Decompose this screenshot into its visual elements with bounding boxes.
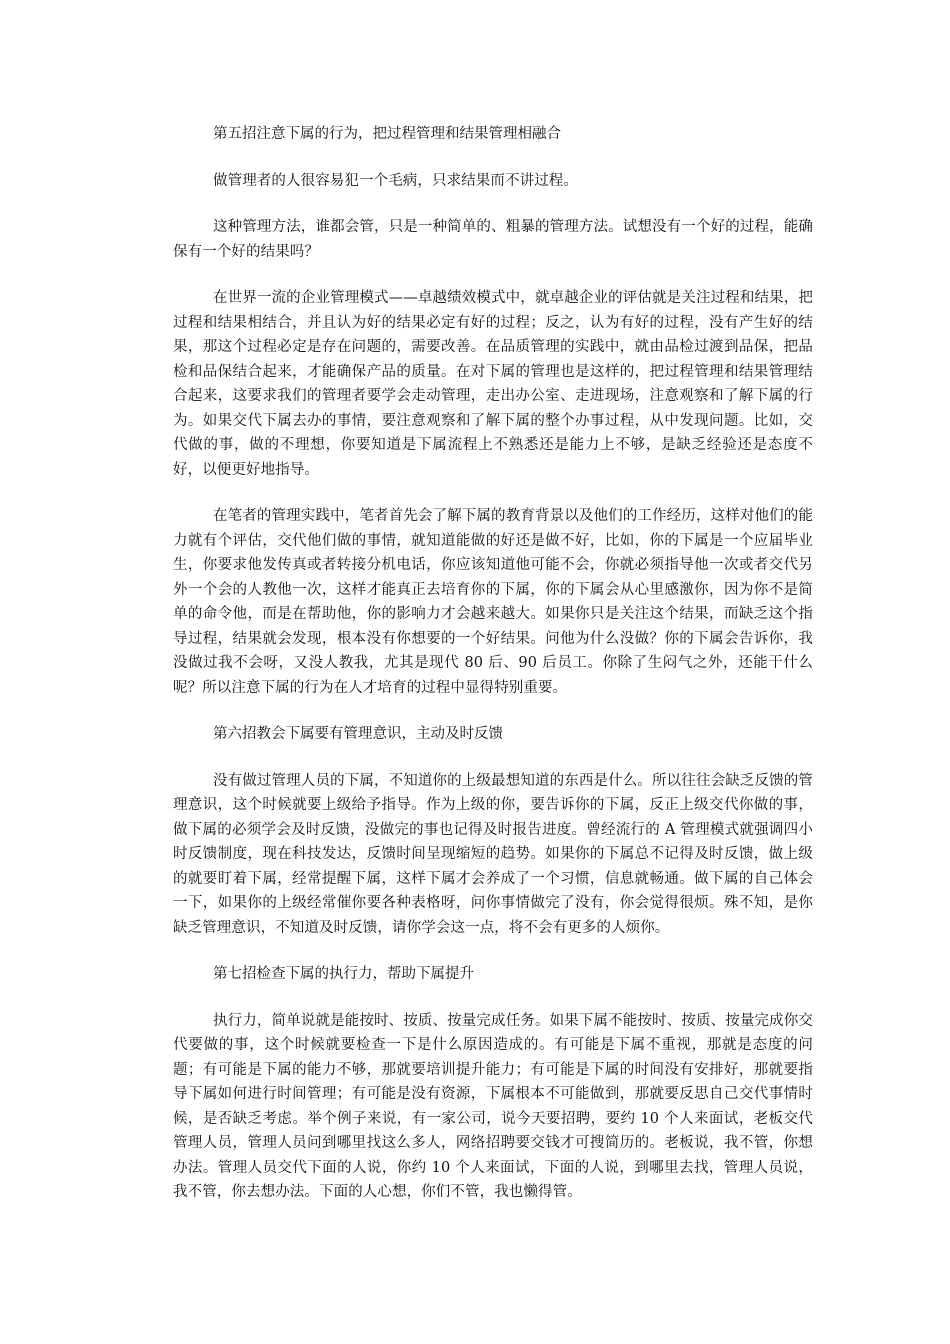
paragraph: 这种管理方法，谁都会管，只是一种简单的、粗暴的管理方法。试想没有一个好的过程，能确保有一个好的结果吗？ (173, 219, 813, 260)
section-heading-6: 第六招教会下属要有管理意识，主动及时反馈 (213, 726, 503, 742)
paragraph: 在笔者的管理实践中，笔者首先会了解下属的教育背景以及他们的工作经历，这样对他们的能力就有个评估，交代他们做的事情，就知道能做的好还是做不好，比如，你的下属是一个应届毕业生，你要求他发传真或者转接分机电话，你应该知道他可能不会，你就必须指导他一次或者交代另外一个会的人教他一次，这样才能真正去培育你的下属，你的下属会从心里感激你，因为你不是简单的命令他，而是在帮助他，你的影响力才会越来越大。如果你只是关注这个结果，而缺乏这个指导过程，结果就会发现，根本没有你想要的一个好结果。问他为什么没做？你的下属会告诉你，我没做过我不会呀，又没人教我，尤其是现代 80 后、90 后员工。你除了生闷气之外，还能干什么呢？所以注意下属的行为在人才培育的过程中显得特别重要。 (173, 508, 813, 696)
paragraph: 执行力，简单说就是能按时、按质、按量完成任务。如果下属不能按时、按质、按量完成你交代要做的事，这个时候就要检查一下是什么原因造成的。有可能是下属不重视，那就是态度的问题；有可能是下属的能力不够，那就要培训提升能力；有可能是下属的时间没有安排好，那就要指导下属如何进行时间管理；有可能是没有资源，下属根本不可能做到，那就要反思自己交代事情时候，是否缺乏考虑。举个例子来说，有一家公司，说今天要招聘，要约 10 个人来面试，老板交代管理人员，管理人员问到哪里找这么多人，网络招聘要交钱才可搜简历的。老板说，我不管，你想办法。管理人员交代下面的人说，你约 10 个人来面试，下面的人说，到哪里去找，管理人员说，我不管，你去想办法。下面的人心想，你们不管，我也懒得管。 (173, 1012, 813, 1200)
section-heading-5: 第五招注意下属的行为，把过程管理和结果管理相融合 (213, 126, 561, 142)
paragraph: 没有做过管理人员的下属，不知道你的上级最想知道的东西是什么。所以往往会缺乏反馈的管理意识，这个时候就要上级给予指导。作为上级的你，要告诉你的下属，反正上级交代你做的事，做下属的必须学会及时反馈，没做完的事也记得及时报告进度。曾经流行的 A 管理模式就强调四小时反馈制度，现在科技发达，反馈时间呈现缩短的趋势。如果你的下属总不记得及时反馈，做上级的就要盯着下属，经常提醒下属，这样下属才会养成了一个习惯，信息就畅通。做下属的自己体会一下，如果你的上级经常催你要各种表格呀，问你事情做完了没有，你会觉得很烦。殊不知，是你缺乏管理意识，不知道及时反馈，请你学会这一点，将不会有更多的人烦你。 (173, 772, 813, 936)
paragraph: 在世界一流的企业管理模式——卓越绩效模式中，就卓越企业的评估就是关注过程和结果，把过程和结果相结合，并且认为好的结果必定有好的过程；反之，认为有好的过程，没有产生好的结果，那这个过程必定是存在问题的，需要改善。在品质管理的实践中，就由品检过渡到品保，把品检和品保结合起来，才能确保产品的质量。在对下属的管理也是这样的，把过程管理和结果管理结合起来，这要求我们的管理者要学会走动管理，走出办公室、走进现场，注意观察和了解下属的行为。如果交代下属去办的事情，要注意观察和了解下属的整个办事过程，从中发现问题。比如，交代做的事，做的不理想，你要知道是下属流程上不熟悉还是能力上不够，是缺乏经验还是态度不好，以便更好地指导。 (173, 290, 813, 478)
paragraph: 做管理者的人很容易犯一个毛病，只求结果而不讲过程。 (213, 172, 578, 189)
section-heading-7: 第七招检查下属的执行力，帮助下属提升 (213, 966, 474, 982)
document-body (173, 122, 813, 1205)
